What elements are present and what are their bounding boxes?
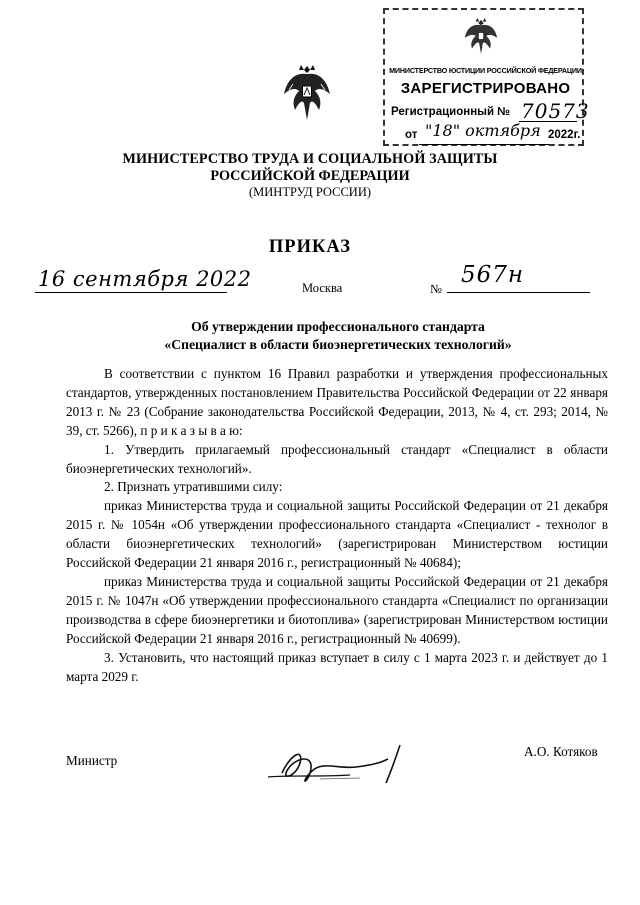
body-paragraph: 2. Признать утратившими силу: [104, 479, 283, 495]
body-paragraph: 1. Утвердить прилагаемый профессиональный стандарт «Специалист в области биоэнергетических технологий». [66, 441, 608, 476]
body-paragraph: 3. Установить, что настоящий приказ вступает в силу с 1 марта 2023 г. и действует до 1 марта 2029 г. [66, 649, 608, 684]
order-date: 16 сентября 2022 [38, 267, 252, 291]
coat-of-arms-icon [283, 64, 331, 122]
ministry-short-name: (МИНТРУД РОССИИ) [248, 185, 372, 199]
stamp-registered: ЗАРЕГИСТРИРОВАНО [400, 80, 571, 97]
stamp-date-value: "18" октября [425, 121, 541, 140]
order-city: Москва [302, 281, 343, 295]
order-title: ПРИКАЗ [268, 237, 352, 257]
order-number: 567н [461, 262, 525, 288]
eagle-emblem-icon [463, 16, 499, 56]
handwritten-signature [260, 733, 420, 793]
subject-line2: «Специалист в области биоэнергетических технологий» [164, 337, 512, 352]
body-paragraph: В соответствии с пунктом 16 Правил разработки и утверждения профессиональных стандартов, утвержденных постановлением Правительства Российской Федерации от 22 января 2013 г. № 23 (Собрание законодательства Российской Федерации, 2013, № 4, ст. 293; 2014, № 39, ст. 5266), п р и к а з ы в а ю: [66, 366, 608, 438]
order-body [66, 365, 608, 686]
signatory-name: А.О. Котяков [524, 744, 598, 759]
stamp-number-value: 70573 [521, 99, 590, 123]
stamp-date-label: от [405, 129, 418, 141]
stamp-number-label: Регистрационный № [391, 106, 511, 118]
registration-stamp [383, 8, 590, 146]
signatory-position: Министр [66, 753, 118, 768]
order-date-underline [35, 292, 227, 293]
stamp-date-underline [419, 144, 549, 145]
order-number-underline [447, 292, 590, 293]
body-paragraph: приказ Министерства труда и социальной защиты Российской Федерации от 21 декабря 2015 г. № 1047н «Об утверждении профессионального стандарта «Специалист по организации производства в сфере биоэнергетики и биотоплива» (зарегистрирован Министерством юстиции Российской Федерации 21 января 2016 г., регистрационный № 40699). [66, 573, 608, 646]
ministry-name-line1: МИНИСТЕРСТВО ТРУДА И СОЦИАЛЬНОЙ ЗАЩИТЫ [122, 151, 498, 167]
stamp-ministry: МИНИСТЕРСТВО ЮСТИЦИИ РОССИЙСКОЙ ФЕДЕРАЦИИ [389, 66, 582, 75]
order-number-sign: № [430, 282, 442, 296]
ministry-name-line2: РОССИЙСКОЙ ФЕДЕРАЦИИ [210, 168, 410, 184]
subject-line1: Об утверждении профессионального стандарта [191, 319, 485, 334]
body-paragraph: приказ Министерства труда и социальной защиты Российской Федерации от 21 декабря 2015 г. № 1054н «Об утверждении профессионального стандарта «Специалист - технолог в области биоэнергетических технологий» (зарегистрирован Министерством юстиции Российской Федерации 21 января 2016 г., регистрационный № 40684); [66, 498, 608, 571]
stamp-year: 2022г. [548, 129, 581, 141]
